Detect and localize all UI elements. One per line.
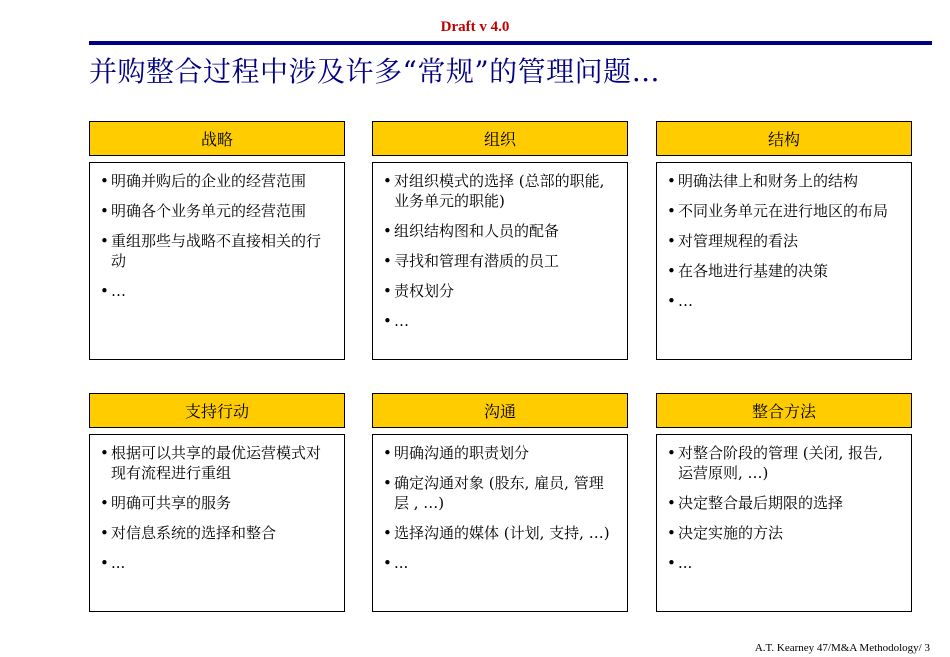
list-item: • … — [383, 311, 617, 331]
card-strategy — [89, 121, 345, 360]
card-header: 结构 — [656, 121, 912, 156]
list-item: • 组织结构图和人员的配备 — [383, 221, 617, 241]
card-header: 组织 — [372, 121, 628, 156]
list-item: • 选择沟通的媒体 (计划, 支持, …) — [383, 523, 617, 543]
card-structure — [656, 121, 912, 360]
footer-text: A.T. Kearney 47/M&A Methodology/ 3 — [754, 642, 930, 654]
list-item: • 明确可共享的服务 — [100, 493, 334, 513]
draft-label: Draft v 4.0 — [440, 19, 510, 35]
list-item: • 寻找和管理有潜质的员工 — [383, 251, 617, 271]
title-rule — [89, 41, 932, 45]
card-body — [656, 434, 912, 612]
card-organization — [372, 121, 628, 360]
card-header: 整合方法 — [656, 393, 912, 428]
list-item: • 在各地进行基建的决策 — [667, 261, 901, 281]
list-item: • 重组那些与战略不直接相关的行动 — [100, 231, 334, 271]
list-item: • 对组织模式的选择 (总部的职能, 业务单元的职能) — [383, 171, 617, 211]
card-header: 战略 — [89, 121, 345, 156]
list-item: • 对整合阶段的管理 (关闭, 报告, 运营原则, …) — [667, 443, 901, 483]
list-item: • … — [100, 281, 334, 301]
card-body — [89, 162, 345, 360]
list-item: • 确定沟通对象 (股东, 雇员, 管理层 , …) — [383, 473, 617, 513]
card-header: 沟通 — [372, 393, 628, 428]
card-body — [372, 162, 628, 360]
card-body — [89, 434, 345, 612]
card-communication — [372, 393, 628, 612]
list-item: • ... — [383, 553, 617, 573]
list-item: • 对信息系统的选择和整合 — [100, 523, 334, 543]
list-item: • 明确各个业务单元的经营范围 — [100, 201, 334, 221]
card-support-actions — [89, 393, 345, 612]
list-item: • 决定整合最后期限的选择 — [667, 493, 901, 513]
list-item: • ... — [100, 553, 334, 573]
list-item: • … — [667, 291, 901, 311]
card-body — [372, 434, 628, 612]
card-integration-method — [656, 393, 912, 612]
list-item: • 决定实施的方法 — [667, 523, 901, 543]
page-title: 并购整合过程中涉及许多“常规”的管理问题… — [89, 55, 661, 88]
list-item: • ... — [667, 553, 901, 573]
list-item: • 责权划分 — [383, 281, 617, 301]
list-item: • 对管理规程的看法 — [667, 231, 901, 251]
card-body — [656, 162, 912, 360]
list-item: • 根据可以共享的最优运营模式对现有流程进行重组 — [100, 443, 334, 483]
list-item: • 明确并购后的企业的经营范围 — [100, 171, 334, 191]
list-item: • 明确法律上和财务上的结构 — [667, 171, 901, 191]
list-item: • 明确沟通的职责划分 — [383, 443, 617, 463]
list-item: • 不同业务单元在进行地区的布局 — [667, 201, 901, 221]
card-header: 支持行动 — [89, 393, 345, 428]
